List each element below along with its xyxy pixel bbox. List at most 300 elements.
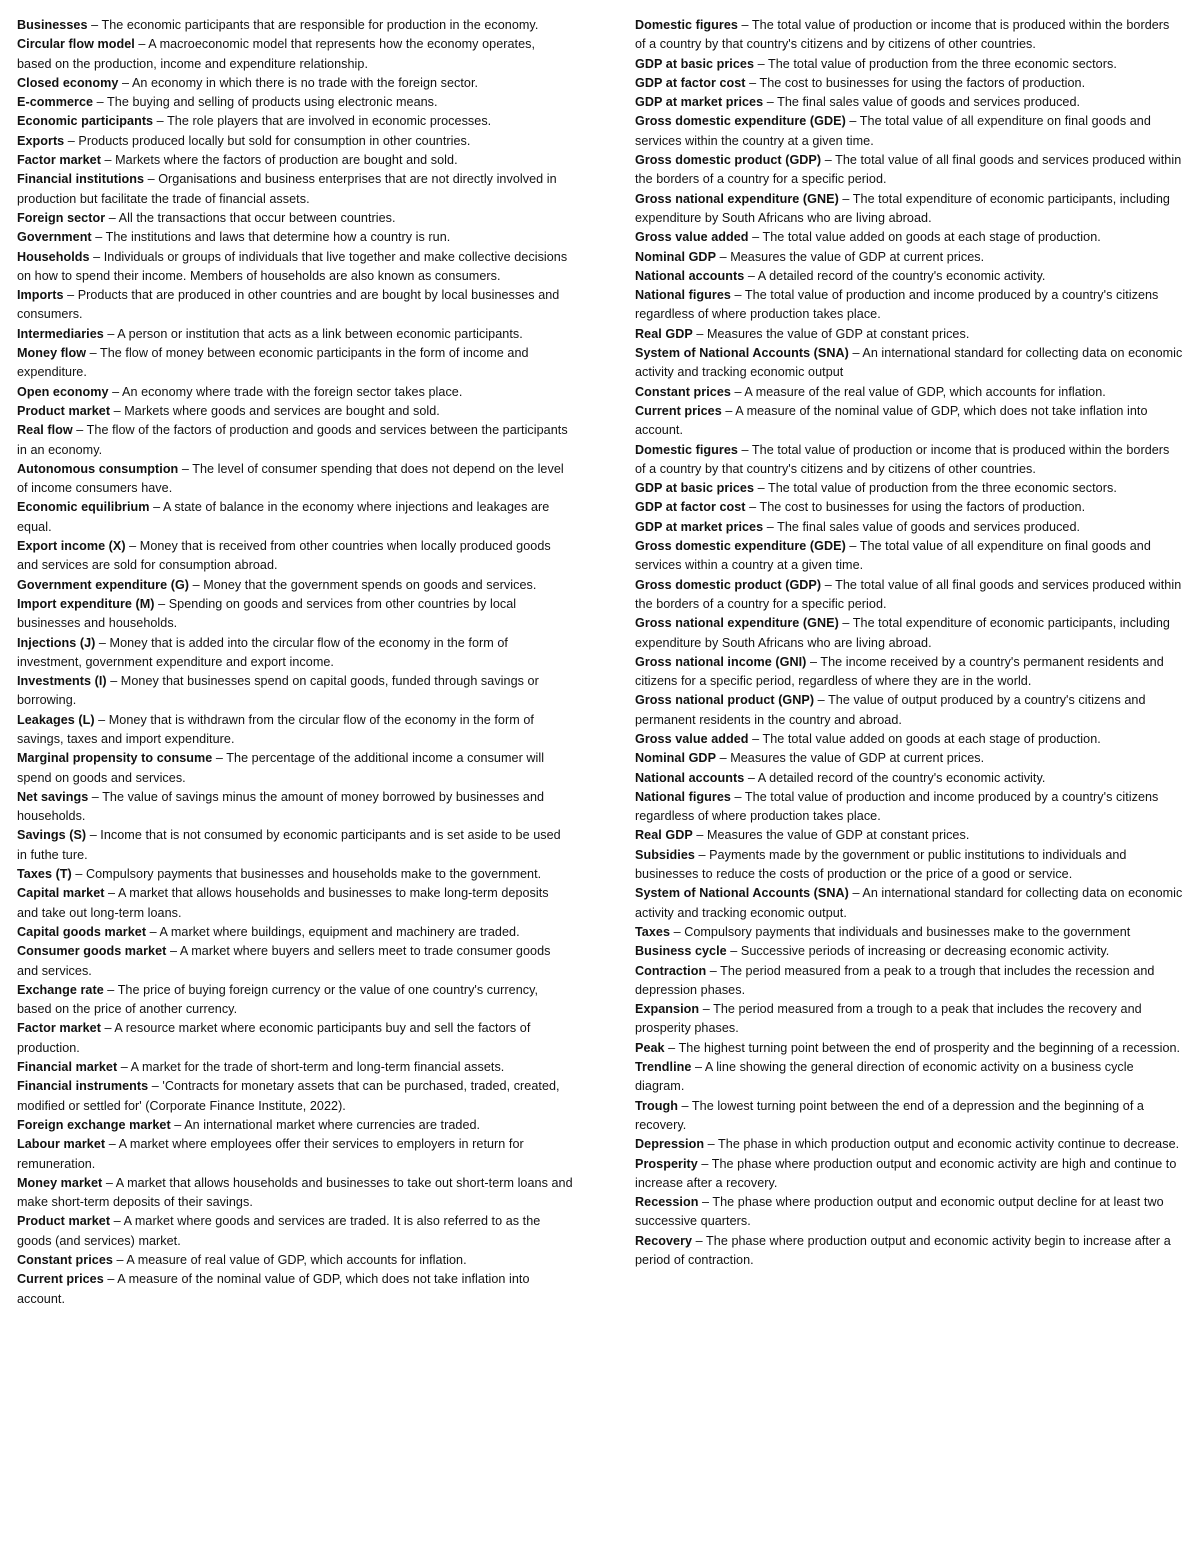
glossary-definition: Spending on goods and services from other countries by local businesses and households. — [17, 596, 517, 631]
glossary-entry — [635, 479, 1183, 498]
glossary-definition: Money that is withdrawn from the circular flow of the economy in the form of savings, taxes and import expenditure. — [17, 712, 534, 746]
term-separator: – — [105, 1137, 119, 1152]
glossary-term: Nominal GDP — [635, 751, 717, 766]
glossary-entry — [635, 826, 1183, 845]
term-separator: – — [845, 114, 860, 129]
glossary-entry — [17, 132, 573, 151]
glossary-entry — [17, 1135, 573, 1174]
glossary-definition: Income that is not consumed by economic participants and is set aside to be used in futhe ture. — [17, 828, 561, 862]
glossary-definition: The lowest turning point between the end of a depression and the beginning of a recovery. — [635, 1098, 1144, 1132]
term-separator: – — [102, 1175, 116, 1190]
term-separator: – — [745, 75, 760, 90]
term-separator: – — [730, 384, 745, 399]
term-separator: – — [153, 114, 168, 129]
term-separator: – — [677, 1098, 692, 1113]
glossary-entry — [635, 1155, 1183, 1194]
glossary-entry — [635, 267, 1183, 286]
glossary-term: Imports — [17, 288, 64, 303]
glossary-entry — [17, 1212, 573, 1251]
glossary-definition: Measures the value of GDP at constant prices. — [706, 326, 970, 341]
glossary-definition: Money that is added into the circular flow of the economy in the form of investment, government expenditure and export income. — [17, 635, 508, 669]
glossary-definition: A macroeconomic model that represents how the economy operates, based on the production, income and expenditure relationship. — [17, 37, 536, 71]
term-separator: – — [806, 654, 821, 669]
glossary-entry — [17, 537, 573, 576]
glossary-entry — [17, 421, 573, 460]
glossary-entry — [17, 170, 573, 209]
glossary-definition: A state of balance in the economy where injections and leakages are equal. — [17, 500, 550, 534]
glossary-term: Investments (I) — [17, 674, 107, 689]
glossary-definition: All the transactions that occur between countries. — [118, 210, 396, 225]
glossary-right-column — [635, 16, 1183, 1270]
glossary-term: Money market — [17, 1175, 103, 1190]
glossary-entry — [635, 846, 1183, 885]
glossary-entry — [635, 55, 1183, 74]
glossary-entry — [17, 209, 573, 228]
glossary-term: Financial market — [17, 1060, 118, 1075]
term-separator: – — [72, 423, 87, 438]
glossary-definition: The total value of all expenditure on final goods and services within a country at a given time. — [635, 539, 1151, 573]
glossary-definition: The highest turning point between the end of prosperity and the beginning of a recession. — [678, 1040, 1181, 1055]
glossary-term: Constant prices — [635, 384, 731, 399]
glossary-term: Circular flow model — [17, 37, 135, 52]
glossary-term: Factor market — [17, 1021, 101, 1036]
glossary-definition: An international standard for collecting data on economic activity and tracking economic output — [635, 346, 1183, 380]
glossary-entry — [635, 325, 1183, 344]
glossary-definition: The flow of money between economic participants in the form of income and expenditure. — [17, 346, 529, 380]
glossary-term: Product market — [17, 1214, 111, 1229]
glossary-entry — [17, 383, 573, 402]
glossary-definition: Money that is received from other countries when locally produced goods and services are sold for consumption abroad. — [17, 539, 551, 573]
term-separator: – — [86, 346, 101, 361]
glossary-entry — [17, 1058, 573, 1077]
glossary-term: Consumer goods market — [17, 944, 167, 959]
glossary-definition: The value of output produced by a country's citizens and permanent residents in the country and abroad. — [635, 693, 1146, 727]
term-separator: – — [670, 924, 685, 939]
term-separator: – — [726, 944, 741, 959]
glossary-term: Gross national product (GNP) — [635, 693, 815, 708]
glossary-definition: Payments made by the government or public institutions to individuals and businesses to reduce the costs of production or the price of a good or service. — [635, 847, 1127, 882]
glossary-term: Money flow — [17, 346, 87, 361]
glossary-term: Economic participants — [17, 114, 154, 129]
glossary-definition: Money that businesses spend on capital goods, funded through savings or borrowing. — [17, 674, 539, 708]
glossary-entry — [17, 498, 573, 537]
glossary-term: Government expenditure (G) — [17, 577, 190, 592]
glossary-entry — [17, 981, 573, 1020]
glossary-entry — [17, 576, 573, 595]
term-separator: – — [112, 1253, 127, 1267]
term-separator: – — [848, 886, 863, 901]
glossary-term: Gross domestic product (GDP) — [635, 153, 822, 168]
term-separator: – — [149, 500, 164, 515]
term-separator: – — [691, 1060, 705, 1075]
glossary-entry — [17, 1270, 573, 1309]
glossary-term: Subsidies — [635, 847, 695, 862]
glossary-entry — [635, 383, 1183, 402]
glossary-term: Gross domestic product (GDP) — [635, 577, 822, 592]
glossary-term: Gross national expenditure (GNE) — [635, 616, 839, 631]
term-separator: – — [118, 75, 132, 90]
glossary-definition: The total expenditure of economic participants, including expenditure by South Africans who are living abroad. — [635, 191, 1170, 225]
glossary-term: Real flow — [17, 423, 73, 438]
glossary-entry — [17, 672, 573, 711]
glossary-definition: The total value of production and income produced by a country's citizens regardless of where production takes place. — [635, 789, 1159, 824]
glossary-term: Capital market — [17, 886, 105, 901]
glossary-entry — [635, 518, 1183, 537]
term-separator: – — [117, 1060, 131, 1075]
glossary-definition: The phase where production output and economic output decline for at least two successive quarters. — [635, 1195, 1164, 1229]
term-separator: – — [103, 1272, 118, 1287]
glossary-term: Gross national expenditure (GNE) — [635, 191, 839, 206]
term-separator: – — [694, 847, 710, 862]
glossary-term: Real GDP — [635, 326, 693, 341]
glossary-definition: A measure of real value of GDP, which accounts for inflation. — [126, 1253, 467, 1267]
glossary-term: National figures — [635, 789, 731, 804]
glossary-term: Factor market — [17, 153, 101, 168]
glossary-entry — [17, 749, 573, 788]
glossary-entry — [635, 1058, 1183, 1097]
glossary-entry — [635, 112, 1183, 151]
glossary-definition: A market where buildings, equipment and machinery are traded. — [159, 924, 520, 939]
glossary-term: National accounts — [635, 770, 745, 785]
glossary-entry — [635, 730, 1183, 749]
glossary-term: Real GDP — [635, 828, 693, 843]
term-separator: – — [697, 1156, 712, 1171]
glossary-entry — [635, 1232, 1183, 1271]
glossary-term: GDP at market prices — [635, 95, 764, 110]
glossary-definition: The cost to businesses for using the factors of production. — [759, 500, 1086, 515]
glossary-entry — [17, 228, 573, 247]
term-separator: – — [692, 326, 707, 341]
term-separator: – — [125, 539, 140, 554]
glossary-term: Intermediaries — [17, 326, 104, 341]
term-separator: – — [692, 828, 707, 843]
term-separator: – — [71, 867, 86, 882]
glossary-term: Leakages (L) — [17, 712, 95, 727]
glossary-term: Capital goods market — [17, 924, 147, 939]
term-separator: – — [744, 770, 758, 785]
term-separator: – — [699, 1002, 714, 1017]
glossary-definition: Markets where goods and services are bought and sold. — [124, 403, 440, 418]
glossary-definition: A resource market where economic participants buy and sell the factors of production. — [17, 1021, 531, 1055]
glossary-definition: The percentage of the additional income a consumer will spend on goods and services. — [17, 751, 545, 785]
glossary-term: Government — [17, 230, 92, 245]
glossary-term: Net savings — [17, 789, 89, 804]
glossary-entry — [17, 865, 573, 884]
glossary-term: Autonomous consumption — [17, 461, 179, 476]
glossary-definition: A market for the trade of short-term and long-term financial assets. — [130, 1060, 505, 1075]
glossary-term: Gross value added — [635, 230, 749, 245]
glossary-definition: An economy where trade with the foreign sector takes place. — [122, 384, 463, 399]
term-separator: – — [748, 731, 763, 746]
glossary-entry — [635, 16, 1183, 55]
glossary-definition: Measures the value of GDP at current prices. — [730, 751, 985, 766]
glossary-definition: The institutions and laws that determine how a country is run. — [105, 230, 451, 245]
glossary-entry — [17, 16, 573, 35]
glossary-term: Contraction — [635, 963, 707, 978]
glossary-definition: The final sales value of goods and services produced. — [777, 95, 1081, 110]
glossary-entry — [635, 923, 1183, 942]
glossary-entry — [635, 190, 1183, 229]
glossary-definition: The period measured from a trough to a peak that includes the recovery and prosperity phases. — [635, 1002, 1142, 1036]
glossary-entry — [635, 1135, 1183, 1154]
glossary-definition: A line showing the general direction of economic activity on a business cycle diagram. — [635, 1060, 1134, 1094]
glossary-entry — [635, 248, 1183, 267]
glossary-term: Business cycle — [635, 944, 727, 959]
term-separator: – — [95, 635, 110, 650]
term-separator: – — [745, 500, 760, 515]
term-separator: – — [692, 1233, 707, 1248]
term-separator: – — [212, 751, 227, 766]
term-separator: – — [134, 37, 149, 52]
term-separator: – — [744, 268, 758, 283]
glossary-term: Exports — [17, 133, 65, 148]
glossary-definition: A market that allows households and businesses to make long-term deposits and take out long-term loans. — [17, 886, 549, 920]
glossary-entry — [635, 1193, 1183, 1232]
glossary-term: Constant prices — [17, 1253, 113, 1267]
glossary-term: National figures — [635, 288, 731, 303]
glossary-definition: The total value of production from the three economic sectors. — [767, 56, 1117, 71]
glossary-definition: The total value added on goods at each stage of production. — [762, 731, 1101, 746]
glossary-term: Depression — [635, 1137, 705, 1152]
term-separator: – — [87, 18, 102, 32]
glossary-definition: A measure of the real value of GDP, which accounts for inflation. — [744, 384, 1106, 399]
glossary-entry — [17, 325, 573, 344]
glossary-entry — [17, 884, 573, 923]
glossary-entry — [17, 93, 573, 112]
glossary-entry — [635, 1097, 1183, 1136]
glossary-entry — [17, 826, 573, 865]
term-separator: – — [89, 249, 104, 264]
glossary-term: E-commerce — [17, 95, 94, 110]
glossary-definition: Organisations and business enterprises that are not directly involved in production but facilitate the trade of financial assets. — [17, 172, 557, 206]
glossary-definition: An international market where currencies are traded. — [184, 1117, 481, 1132]
term-separator: – — [821, 153, 836, 168]
glossary-entry — [17, 35, 573, 74]
glossary-term: Foreign sector — [17, 210, 106, 225]
glossary-definition: An economy in which there is no trade with the foreign sector. — [131, 75, 479, 90]
glossary-term: Savings (S) — [17, 828, 87, 843]
glossary-definition: The total value of all final goods and services produced within the borders of a country for a specific period. — [635, 153, 1182, 187]
glossary-definition: Products that are produced in other countries and are bought by local businesses and consumers. — [17, 288, 560, 322]
term-separator: – — [754, 56, 768, 71]
glossary-definition: The total value of production or income that is produced within the borders of a country by that country's citizens and by citizens of other countries. — [635, 18, 1170, 52]
glossary-definition: Individuals or groups of individuals that live together and make collective decisions on how to spend their income. Members of households are also known as consumers. — [17, 249, 568, 283]
term-separator: – — [146, 924, 160, 939]
glossary-definition: The price of buying foreign currency or the value of one country's currency, based on the price of another currency. — [17, 982, 539, 1017]
glossary-definition: The phase where production output and economic activity are high and continue to increase after a recovery. — [635, 1156, 1177, 1190]
term-separator: – — [100, 153, 116, 168]
glossary-entry — [635, 537, 1183, 576]
glossary-definition: The role players that are involved in economic processes. — [167, 114, 492, 129]
glossary-term: Current prices — [635, 403, 722, 418]
glossary-entry — [635, 691, 1183, 730]
glossary-term: Domestic figures — [635, 442, 738, 457]
glossary-term: Foreign exchange market — [17, 1117, 171, 1132]
glossary-entry — [635, 749, 1183, 768]
glossary-definition: The total expenditure of economic participants, including expenditure by South Africans who are living abroad. — [635, 616, 1170, 650]
glossary-term: GDP at factor cost — [635, 75, 746, 90]
glossary-entry — [17, 711, 573, 750]
glossary-term: Export income (X) — [17, 539, 126, 554]
glossary-term: Businesses — [17, 18, 88, 32]
glossary-definition: The level of consumer spending that does not depend on the level of income consumers have. — [17, 461, 564, 496]
glossary-term: Domestic figures — [635, 18, 738, 32]
glossary-term: Current prices — [17, 1272, 104, 1287]
term-separator: – — [110, 403, 125, 418]
glossary-entry — [635, 286, 1183, 325]
glossary-definition: The total value added on goods at each stage of production. — [762, 230, 1101, 245]
glossary-term: Taxes (T) — [17, 867, 72, 882]
glossary-term: Trough — [635, 1098, 678, 1113]
glossary-definition: The value of savings minus the amount of money borrowed by businesses and households. — [17, 789, 545, 824]
term-separator: – — [144, 172, 159, 187]
term-separator: – — [64, 133, 79, 148]
term-separator: – — [103, 982, 118, 997]
glossary-definition: A market where employees offer their services to employers in return for remuneration. — [17, 1137, 524, 1171]
glossary-term: Expansion — [635, 1002, 700, 1017]
term-separator: – — [763, 95, 778, 110]
term-separator: – — [104, 886, 118, 901]
glossary-term: Peak — [635, 1040, 665, 1055]
term-separator: – — [737, 18, 752, 32]
glossary-entry — [635, 962, 1183, 1001]
term-separator: – — [814, 693, 829, 708]
term-separator: – — [63, 288, 78, 303]
glossary-entry — [635, 151, 1183, 190]
term-separator: – — [838, 191, 853, 206]
glossary-term: Prosperity — [635, 1156, 698, 1171]
term-separator: – — [748, 230, 763, 245]
glossary-left-column — [17, 16, 573, 1309]
term-separator: – — [848, 346, 863, 361]
term-separator: – — [737, 442, 752, 457]
term-separator: – — [664, 1040, 679, 1055]
glossary-entry — [17, 942, 573, 981]
glossary-entry — [17, 1019, 573, 1058]
glossary-term: National accounts — [635, 268, 745, 283]
term-separator: – — [730, 288, 745, 303]
glossary-definition: The total value of production or income that is produced within the borders of a country by that country's citizens and by citizens of other countries. — [635, 442, 1170, 476]
term-separator: – — [838, 616, 853, 631]
term-separator: – — [86, 828, 101, 843]
glossary-definition: The phase in which production output and economic activity continue to decrease. — [718, 1137, 1180, 1152]
glossary-term: Recession — [635, 1195, 699, 1210]
glossary-entry — [635, 1039, 1183, 1058]
glossary-definition: A detailed record of the country's economic activity. — [757, 770, 1046, 785]
glossary-definition: Products produced locally but sold for consumption in other countries. — [78, 133, 471, 148]
glossary-entry — [635, 228, 1183, 247]
glossary-entry — [635, 653, 1183, 692]
glossary-term: Labour market — [17, 1137, 106, 1152]
glossary-entry — [635, 884, 1183, 923]
glossary-definition: The cost to businesses for using the factors of production. — [759, 75, 1086, 90]
glossary-entry — [17, 248, 573, 287]
glossary-definition: An international standard for collecting data on economic activity and tracking economic output. — [635, 886, 1183, 920]
glossary-definition: A market where buyers and sellers meet to trade consumer goods and services. — [17, 944, 551, 978]
term-separator: – — [88, 789, 103, 804]
glossary-term: Trendline — [635, 1060, 692, 1075]
glossary-definition: The economic participants that are responsible for production in the economy. — [101, 18, 539, 32]
glossary-term: Closed economy — [17, 75, 119, 90]
glossary-term: GDP at basic prices — [635, 481, 755, 496]
glossary-definition: The income received by a country's permanent residents and citizens for a specific period, regardless of where they are in the world. — [635, 654, 1164, 689]
glossary-entry — [635, 344, 1183, 383]
glossary-definition: Successive periods of increasing or decreasing economic activity. — [740, 944, 1110, 959]
glossary-term: Financial institutions — [17, 172, 145, 187]
glossary-term: Taxes — [635, 924, 671, 939]
glossary-definition: The phase where production output and economic activity begin to increase after a period of contraction. — [635, 1233, 1171, 1267]
glossary-entry — [17, 1116, 573, 1135]
glossary-entry — [635, 74, 1183, 93]
term-separator: – — [106, 674, 121, 689]
glossary-term: Gross value added — [635, 731, 749, 746]
glossary-definition: Compulsory payments that businesses and households make to the government. — [85, 867, 542, 882]
term-separator: – — [698, 1195, 713, 1210]
glossary-entry — [635, 441, 1183, 480]
glossary-definition: The flow of the factors of production and goods and services between the participants in an economy. — [17, 423, 568, 457]
glossary-entry — [635, 93, 1183, 112]
term-separator: – — [108, 384, 123, 399]
glossary-definition: A person or institution that acts as a link between economic participants. — [117, 326, 523, 341]
glossary-definition: The total value of production from the three economic sectors. — [767, 481, 1117, 496]
glossary-term: Gross national income (GNI) — [635, 654, 807, 669]
glossary-entry — [17, 634, 573, 673]
glossary-entry — [17, 286, 573, 325]
glossary-definition: Compulsory payments that individuals and businesses make to the government — [684, 924, 1131, 939]
glossary-definition: Measures the value of GDP at current prices. — [730, 249, 985, 264]
glossary-entry — [17, 74, 573, 93]
term-separator: – — [91, 230, 106, 245]
glossary-definition: 'Contracts for monetary assets that can be purchased, traded, created, modified or settled for' (Corporate Finance Institute, 2022). — [17, 1079, 560, 1113]
term-separator: – — [105, 210, 119, 225]
glossary-definition: The total value of production and income produced by a country's citizens regardless of where production takes place. — [635, 288, 1159, 322]
glossary-term: Recovery — [635, 1233, 693, 1248]
glossary-definition: Money that the government spends on goods and services. — [203, 577, 537, 592]
term-separator: – — [821, 577, 836, 592]
glossary-definition: A measure of the nominal value of GDP, which does not take inflation into account. — [635, 403, 1148, 438]
glossary-term: Gross domestic expenditure (GDE) — [635, 114, 846, 129]
glossary-definition: The period measured from a peak to a trough that includes the recession and depression phases. — [635, 963, 1155, 997]
term-separator: – — [189, 577, 204, 592]
glossary-term: Financial instruments — [17, 1079, 149, 1094]
term-separator: – — [845, 539, 860, 554]
glossary-term: Gross domestic expenditure (GDE) — [635, 539, 846, 554]
glossary-entry — [635, 1000, 1183, 1039]
glossary-entry — [17, 595, 573, 634]
glossary-term: System of National Accounts (SNA) — [635, 346, 849, 361]
glossary-term: Exchange rate — [17, 982, 104, 997]
term-separator: – — [178, 461, 193, 476]
term-separator: – — [730, 789, 745, 804]
glossary-entry — [635, 769, 1183, 788]
glossary-entry — [17, 1077, 573, 1116]
term-separator: – — [100, 1021, 115, 1036]
glossary-entry — [17, 151, 573, 170]
term-separator: – — [103, 326, 118, 341]
glossary-definition: The total value of all expenditure on final goods and services within the country at a given time. — [635, 114, 1151, 148]
glossary-definition: The total value of all final goods and services produced within the borders of a country for a specific period. — [635, 577, 1182, 611]
term-separator: – — [166, 944, 180, 959]
term-separator: – — [154, 596, 169, 611]
glossary-term: GDP at market prices — [635, 519, 764, 534]
glossary-entry — [635, 942, 1183, 961]
glossary-term: Injections (J) — [17, 635, 96, 650]
glossary-entry — [17, 1174, 573, 1213]
term-separator: – — [716, 751, 731, 766]
glossary-definition: A market where goods and services are traded. It is also referred to as the goods (and services) market. — [17, 1214, 541, 1248]
glossary-term: Nominal GDP — [635, 249, 717, 264]
term-separator: – — [170, 1117, 185, 1132]
